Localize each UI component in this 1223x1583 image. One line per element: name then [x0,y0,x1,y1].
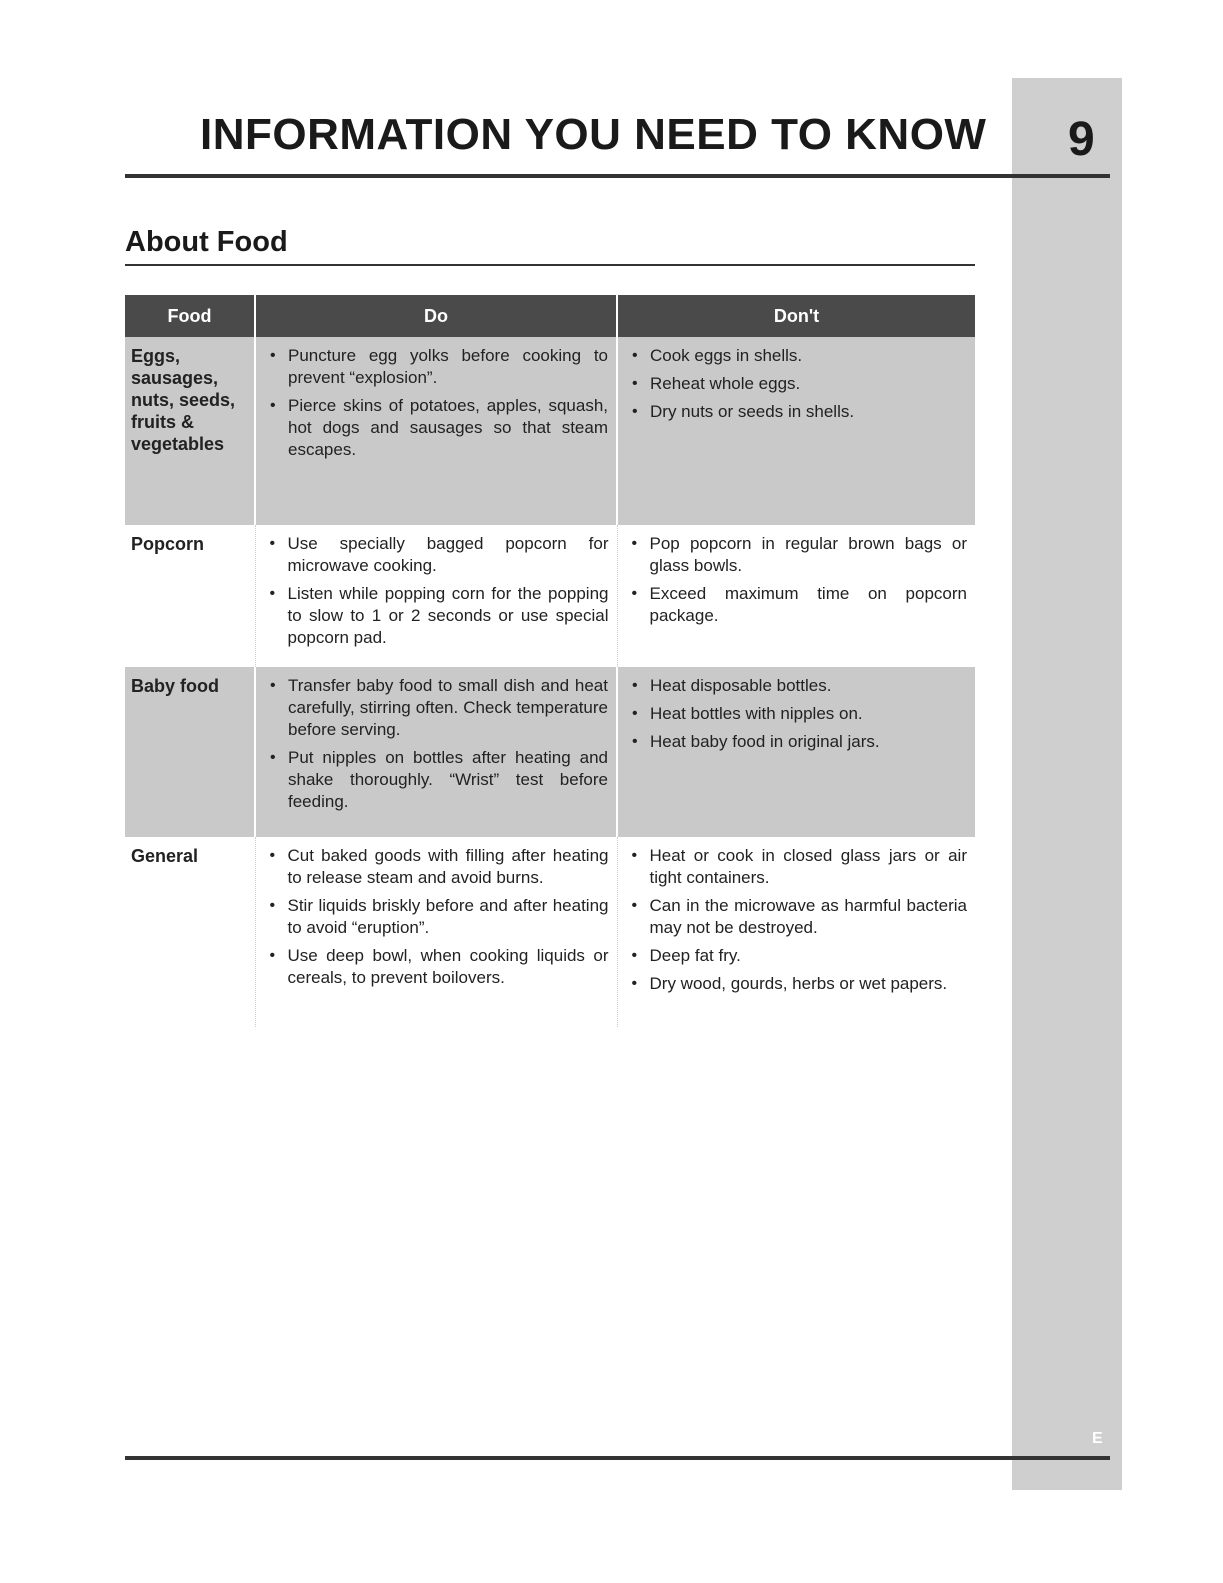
do-item: • Cut baked goods with filling after heating to release steam and avoid burns. [264,845,609,889]
language-letter: E [1092,1430,1103,1447]
dont-item: • Dry nuts or seeds in shells. [626,401,967,423]
dont-item: • Reheat whole eggs. [626,373,967,395]
page-title: INFORMATION YOU NEED TO KNOW [200,110,987,159]
page-number: 9 [1068,113,1095,166]
side-tab [1012,78,1122,1490]
dont-item: • Heat bottles with nipples on. [626,703,967,725]
dont-item: • Cook eggs in shells. [626,345,967,367]
header-food: Food [125,295,255,337]
food-name: Popcorn [125,525,255,667]
table-row-baby-food [125,667,975,837]
section-rule [125,264,975,266]
dont-item: • Dry wood, gourds, herbs or wet papers. [626,973,968,995]
do-cell [255,337,617,525]
do-item: • Puncture egg yolks before cooking to prevent “explosion”. [264,345,608,389]
section-title: About Food [125,226,288,258]
food-name: Eggs, sausages, nuts, seeds, fruits & vegetables [125,337,255,525]
do-item: • Stir liquids briskly before and after heating to avoid “eruption”. [264,895,609,939]
header-dont: Don't [617,295,975,337]
do-cell [255,837,617,1027]
dont-item: • Can in the microwave as harmful bacteria may not be destroyed. [626,895,968,939]
do-item: • Pierce skins of potatoes, apples, squash, hot dogs and sausages so that steam escapes. [264,395,608,461]
dont-item: • Pop popcorn in regular brown bags or glass bowls. [626,533,968,577]
food-table [125,295,975,1027]
dont-item: • Deep fat fry. [626,945,968,967]
dont-cell [617,337,975,525]
food-name: Baby food [125,667,255,837]
do-item: • Listen while popping corn for the popping to slow to 1 or 2 seconds or use special popcorn pad. [264,583,609,649]
food-name: General [125,837,255,1027]
do-cell [255,525,617,667]
table-row-eggs [125,337,975,525]
bottom-rule [125,1456,1110,1460]
table-header-row [125,295,975,337]
header-do: Do [255,295,617,337]
do-cell [255,667,617,837]
title-rule [125,174,1110,178]
do-item: • Transfer baby food to small dish and heat carefully, stirring often. Check temperature before serving. [264,675,608,741]
dont-item: • Exceed maximum time on popcorn package. [626,583,968,627]
dont-item: • Heat disposable bottles. [626,675,967,697]
do-item: • Put nipples on bottles after heating and shake thoroughly. “Wrist” test before feeding. [264,747,608,813]
dont-item: • Heat baby food in original jars. [626,731,967,753]
dont-cell [617,837,975,1027]
table-row-popcorn [125,525,975,667]
do-item: • Use specially bagged popcorn for microwave cooking. [264,533,609,577]
dont-item: • Heat or cook in closed glass jars or air tight containers. [626,845,968,889]
dont-cell [617,667,975,837]
dont-cell [617,525,975,667]
table-row-general [125,837,975,1027]
do-item: • Use deep bowl, when cooking liquids or cereals, to prevent boilovers. [264,945,609,989]
